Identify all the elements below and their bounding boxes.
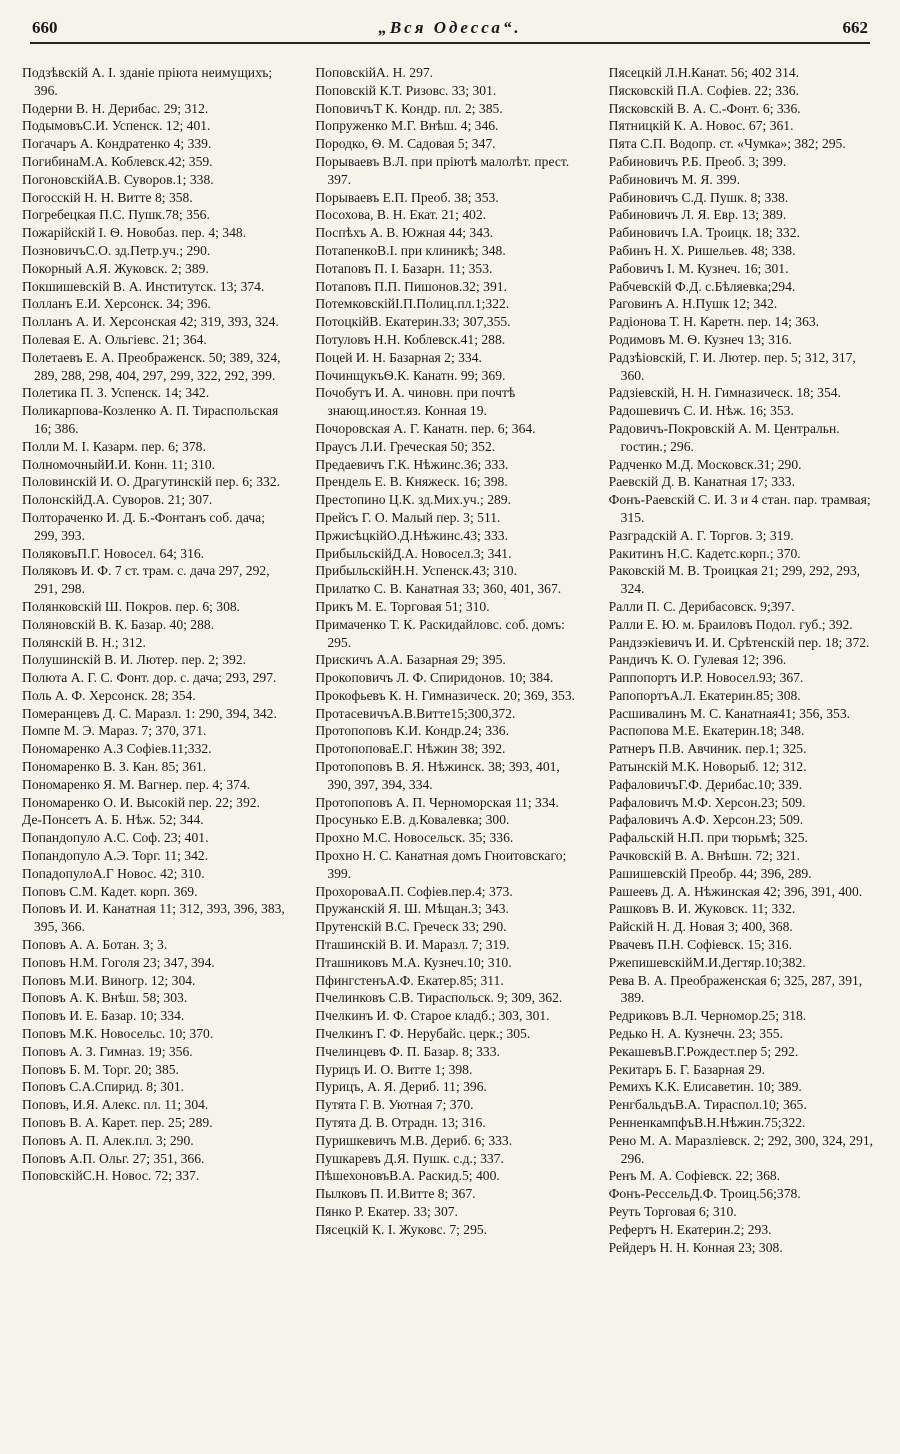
directory-entry: Пономаренко А.З Софіев.11;332. (22, 741, 212, 757)
directory-entry: Пянко Р. Екатер. 33; 307. (315, 1204, 458, 1219)
directory-entry: ПоповскійС.Н. Новос. 72; 337. (22, 1168, 200, 1184)
directory-entry: Ренъ М. А. Софіевск. 22; 368. (608, 1168, 781, 1184)
directory-entry: Потаповъ П. І. Базарн. 11; 353. (315, 260, 493, 276)
directory-entry: Прокофьевъ К. Н. Гимназическ. 20; 369, 353. (315, 687, 576, 703)
directory-entry: Пясецкій Л.Н.Канат. 56; 402 314. (608, 65, 800, 80)
directory-entry: Рафаловичъ М.Ф. Херсон.23; 509. (608, 794, 806, 810)
directory-entry: Пятницкій К. А. Новос. 67; 361. (608, 118, 794, 134)
directory-entry: Фонъ-РессельД.Ф. Троиц.56;378. (608, 1186, 801, 1202)
directory-entry: Рабиновичъ І.А. Троицк. 18; 332. (608, 225, 800, 241)
directory-entry: Полевая Е. А. Ольгіевс. 21; 364. (22, 331, 207, 347)
directory-entry: Радошевичъ С. И. Нѣж. 16; 353. (608, 403, 794, 419)
directory-entry: Радзѣіовскій, Г. И. Лютер. пер. 5; 312, 317, 360. (608, 349, 856, 383)
directory-entry: ПоповскійА. Н. 297. (315, 65, 434, 80)
directory-entry: Поповъ А. П. Алек.пл. 3; 290. (22, 1132, 194, 1148)
directory-entry: Рейдеръ Н. Н. Конная 23; 308. (608, 1239, 783, 1255)
directory-entry: Ракитинъ Н.С. Кадетс.корп.; 370. (608, 545, 801, 561)
directory-entry: Рабчевскій Ф.Д. с.Бѣляевка;294. (608, 278, 796, 294)
directory-entry: Предаевичъ Г.К. Нѣжинс.36; 333. (315, 456, 509, 472)
directory-entry: Рандичъ К. О. Гулевая 12; 396. (608, 652, 787, 668)
directory-entry: ПогоновскійА.В. Суворов.1; 338. (22, 171, 214, 187)
directory-entry: Рабиновичъ Л. Я. Евр. 13; 389. (608, 207, 787, 223)
directory-entry: Родимовъ М. Ѳ. Кузнеч 13; 316. (608, 331, 792, 347)
directory-entry: Путята Д. В. Отрадн. 13; 316. (315, 1115, 486, 1131)
entry-list-2 (315, 64, 584, 1239)
directory-entry: Попруженко М.Г. Внѣш. 4; 346. (315, 118, 499, 134)
directory-entry: Радовичъ-Покровскій А. М. Центральн. гостин.; 296. (608, 420, 840, 454)
directory-entry: Поповъ М.И. Виногр. 12; 304. (22, 972, 196, 988)
directory-entry: Ратнеръ П.В. Авчиник. пер.1; 325. (608, 741, 807, 757)
directory-entry: Погосскій Н. Н. Витте 8; 358. (22, 189, 193, 205)
directory-entry: Пясецкій К. І. Жуковс. 7; 295. (315, 1221, 488, 1237)
directory-entry: Покорный А.Я. Жуковск. 2; 389. (22, 260, 209, 276)
directory-entry: Прендель Е. В. Княжеск. 16; 398. (315, 474, 508, 490)
directory-entry: Полушинскій В. И. Лютер. пер. 2; 392. (22, 652, 247, 668)
directory-columns (22, 64, 878, 1414)
directory-entry: ПротопоповаЕ.Г. Нѣжин 38; 392. (315, 741, 506, 757)
page-header (30, 14, 870, 44)
directory-entry: Раппопортъ И.Р. Новосел.93; 367. (608, 670, 804, 686)
directory-entry: РенненкампфъВ.Н.Нѣжин.75;322. (608, 1115, 806, 1131)
directory-entry: Посохова, В. Н. Екат. 21; 402. (315, 207, 487, 223)
directory-entry: ПрибыльскійН.Н. Успенск.43; 310. (315, 563, 517, 579)
directory-entry: Поповъ И. И. Канатная 11; 312, 393, 396, 383, 395, 366. (22, 901, 285, 935)
directory-entry: ПржисѣцкійО.Д.Нѣжинс.43; 333. (315, 527, 508, 543)
directory-entry: Половинскій И. О. Драгутинскій пер. 6; 332. (22, 474, 281, 490)
directory-entry: Раевскій Д. В. Канатная 17; 333. (608, 474, 795, 490)
directory-entry: Помпе М. Э. Мараз. 7; 370, 371. (22, 723, 207, 739)
directory-entry: Ремихъ К.К. Елисаветин. 10; 389. (608, 1079, 802, 1095)
directory-entry: Поповъ Н.М. Гоголя 23; 347, 394. (22, 954, 215, 970)
directory-entry: ПрохороваА.П. Софіев.пер.4; 373. (315, 883, 513, 899)
directory-entry: Пылковъ П. И.Витте 8; 367. (315, 1186, 476, 1202)
directory-entry: Рабиновичъ С.Д. Пушк. 8; 338. (608, 189, 789, 205)
directory-entry: ПѣшехоновъВ.А. Раскид.5; 400. (315, 1168, 500, 1184)
directory-entry: Почоровская А. Г. Канатн. пер. 6; 364. (315, 420, 536, 436)
directory-entry: РекашевъВ.Г.Рождест.пер 5; 292. (608, 1043, 799, 1059)
directory-entry: Порываевъ Е.П. Преоб. 38; 353. (315, 189, 499, 205)
directory-entry: Разградскій А. Г. Торгов. 3; 319. (608, 527, 794, 543)
directory-entry: Пурицъ, А. Я. Дериб. 11; 396. (315, 1079, 487, 1095)
directory-entry: Пчелкинъ И. Ф. Старое кладб.; 303, 301. (315, 1008, 550, 1024)
right-page-number: 662 (842, 18, 868, 37)
directory-entry: ПодымовъС.И. Успенск. 12; 401. (22, 118, 211, 134)
directory-entry: Рандзэкіевичъ И. И. Срѣтенскій пер. 18; 372. (608, 634, 870, 650)
directory-entry: Потуловъ Н.Н. Коблевск.41; 288. (315, 331, 506, 347)
directory-entry: Престопино Ц.К. зд.Мих.уч.; 289. (315, 492, 511, 508)
directory-entry: ПротасевичъА.В.Витте15;300,372. (315, 705, 516, 721)
directory-entry: Пташниковъ М.А. Кузнеч.10; 310. (315, 954, 512, 970)
directory-entry: Прокоповичъ Л. Ф. Спиридонов. 10; 384. (315, 670, 554, 686)
directory-entry: Пушкаревъ Д.Я. Пушк. с.д.; 337. (315, 1150, 504, 1166)
directory-entry: Пономаренко О. И. Высокій пер. 22; 392. (22, 794, 260, 810)
directory-entry: ПогибинаМ.А. Коблевск.42; 359. (22, 153, 213, 169)
directory-entry: ПолномочныйИ.И. Конн. 11; 310. (22, 456, 216, 472)
directory-entry: ПрибыльскійД.А. Новосел.3; 341. (315, 545, 512, 561)
directory-entry: Полли М. І. Казарм. пер. 6; 378. (22, 438, 206, 454)
directory-entry: Поповъ А. А. Ботан. 3; 3. (22, 937, 168, 953)
directory-entry: Рашишевскій Преобр. 44; 396, 289. (608, 865, 812, 881)
directory-entry: Реуть Торговая 6; 310. (608, 1204, 737, 1219)
directory-entry: Радченко М.Д. Московск.31; 290. (608, 456, 802, 472)
directory-entry: Рефертъ Н. Екатерин.2; 293. (608, 1221, 772, 1237)
left-page-number: 660 (32, 18, 58, 37)
directory-entry: Пчелинковъ С.В. Тираспольск. 9; 309, 362. (315, 990, 563, 1006)
directory-entry: Порываевъ В.Л. при пріютѣ малолѣт. прест. 397. (315, 153, 570, 187)
directory-entry: Ралли П. С. Дерибасовск. 9;397. (608, 598, 795, 614)
directory-entry: Поповъ М.К. Новосельс. 10; 370. (22, 1026, 214, 1042)
directory-entry: ПфингстенъА.Ф. Екатер.85; 311. (315, 972, 504, 988)
directory-entry: Поповъ С.М. Кадет. корп. 369. (22, 883, 198, 899)
directory-entry: Полланъ А. И. Херсонская 42; 319, 393, 324. (22, 314, 279, 330)
directory-entry: Рафальскій Н.П. при тюрьмѣ; 325. (608, 830, 808, 846)
directory-entry: Прикъ М. Е. Торговая 51; 310. (315, 598, 490, 614)
directory-entry: Пурицъ И. О. Витте 1; 398. (315, 1061, 473, 1077)
directory-entry: Примаченко Т. К. Раскидайловс. соб. домъ: 295. (315, 616, 565, 650)
directory-entry: РжепишевскійМ.И.Дегтяр.10;382. (608, 954, 806, 970)
directory-entry: Померанцевъ Д. С. Маразл. 1: 290, 394, 342. (22, 705, 277, 721)
directory-entry: Райскій Н. Д. Новая 3; 400, 368. (608, 919, 793, 935)
directory-entry: Редриковъ В.Л. Черномор.25; 318. (608, 1008, 807, 1024)
directory-entry: Полянскій В. Н.; 312. (22, 634, 146, 650)
directory-entry: Рабиновичъ Р.Б. Преоб. 3; 399. (608, 153, 787, 169)
directory-entry: Пташинскій В. И. Маразл. 7; 319. (315, 937, 510, 953)
directory-entry: Погачаръ А. Кондратенко 4; 339. (22, 136, 212, 152)
directory-entry: Ратынскій М.К. Новорыб. 12; 312. (608, 759, 807, 775)
directory-entry: РапопортъА.Л. Екатерин.85; 308. (608, 687, 801, 703)
directory-entry: Полюта А. Г. С. Фонт. дор. с. дача; 293, 297. (22, 670, 277, 686)
directory-entry: Прохно М.С. Новосельск. 35; 336. (315, 830, 514, 846)
directory-entry: Поцей И. Н. Базарная 2; 334. (315, 349, 482, 365)
directory-entry: ПотоцкійВ. Екатерин.33; 307,355. (315, 314, 511, 330)
directory-entry: Просунько Е.В. д.Ковалевка; 300. (315, 812, 510, 828)
directory-entry: Поспѣхъ А. В. Южная 44; 343. (315, 225, 494, 241)
directory-entry: Подерни В. Н. Дерибас. 29; 312. (22, 100, 209, 116)
directory-entry: Рева В. А. Преображенская 6; 325, 287, 391, 389. (608, 972, 863, 1006)
directory-entry: Прейсъ Г. О. Малый пер. 3; 511. (315, 509, 501, 525)
directory-entry: Путята Г. В. Уютная 7; 370. (315, 1097, 474, 1113)
entry-list-1 (22, 64, 291, 1185)
directory-entry: Де-Понсетъ А. Б. Нѣж. 52; 344. (22, 812, 204, 828)
directory-entry: Поповъ В. А. Карет. пер. 25; 289. (22, 1115, 213, 1131)
directory-entry: Радзіевскій, Н. Н. Гимназическ. 18; 354. (608, 385, 841, 401)
column-2 (315, 64, 584, 1414)
directory-entry: Полетаевъ Е. А. Преображенск. 50; 389, 324, 289, 288, 298, 404, 297, 299, 322, 292, 399. (22, 349, 281, 383)
directory-entry: Рашковъ В. И. Жуковск. 11; 332. (608, 901, 796, 917)
directory-entry: Поповскій К.Т. Ризовс. 33; 301. (315, 82, 497, 98)
directory-entry: Поповъ А. К. Внѣш. 58; 303. (22, 990, 188, 1006)
directory-entry: Поляковъ И. Ф. 7 ст. трам. с. дача 297, 292, 291, 298. (22, 563, 270, 597)
directory-entry: РенгбальдъВ.А. Тираспол.10; 365. (608, 1097, 807, 1113)
directory-entry: Поповъ А.П. Ольг. 27; 351, 366. (22, 1150, 205, 1166)
directory-entry: Расшивалинъ М. С. Канатная41; 356, 353. (608, 705, 851, 721)
directory-entry: Пясковскій В. А. С.-Фонт. 6; 336. (608, 100, 801, 116)
directory-entry: Поповъ А. З. Гимназ. 19; 356. (22, 1043, 193, 1059)
directory-entry: Поповъ, И.Я. Алекс. пл. 11; 304. (22, 1097, 209, 1113)
directory-entry: РафаловичъГ.Ф. Дерибас.10; 339. (608, 776, 803, 792)
directory-entry: Рабиновичъ М. Я. 399. (608, 171, 741, 187)
directory-entry: ПопадопулоА.Г Новос. 42; 310. (22, 865, 205, 881)
directory-entry: Прутенскій В.С. Греческ 33; 290. (315, 919, 507, 935)
directory-entry: Пчелкинъ Г. Ф. Нерубайс. церк.; 305. (315, 1026, 531, 1042)
directory-entry: ПочинщукъѲ.К. Канатн. 99; 369. (315, 367, 506, 383)
directory-entry: Радіонова Т. Н. Каретн. пер. 14; 363. (608, 314, 820, 330)
directory-entry: Полянковскій Ш. Покров. пер. 6; 308. (22, 598, 241, 614)
directory-entry: Фонъ-Раевскій С. И. 3 и 4 стан. пар. трамвая; 315. (608, 492, 871, 525)
directory-entry: Раговинъ А. Н.Пушк 12; 342. (608, 296, 778, 312)
directory-entry: Поповъ Б. М. Торг. 20; 385. (22, 1061, 179, 1077)
entry-list-3 (609, 64, 878, 1256)
directory-entry: Подзѣвскій А. І. зданіе пріюта неимущихъ; 396. (22, 65, 273, 98)
directory-entry: Рашеевъ Д. А. Нѣжинская 42; 396, 391, 400. (608, 883, 863, 899)
directory-entry: Пуришкевичъ М.В. Дериб. 6; 333. (315, 1132, 513, 1148)
directory-entry: Пожарійскій І. Ѳ. Новобаз. пер. 4; 348. (22, 225, 247, 241)
column-3 (609, 64, 878, 1414)
directory-entry: Прискичъ А.А. Базарная 29; 395. (315, 652, 506, 668)
directory-entry: ПозновичъС.О. зд.Петр.уч.; 290. (22, 242, 211, 258)
directory-entry: Полланъ Е.И. Херсонск. 34; 396. (22, 296, 211, 312)
directory-entry: Рачковскій В. А. Внѣшн. 72; 321. (608, 848, 800, 864)
directory-entry: Праусъ Л.И. Греческая 50; 352. (315, 438, 496, 454)
directory-entry: Рено М. А. Маразліевск. 2; 292, 300, 324, 291, 296. (608, 1132, 874, 1166)
directory-entry: ПолонскійД.А. Суворов. 21; 307. (22, 492, 213, 508)
directory-entry: Протопоповъ К.И. Кондр.24; 336. (315, 723, 509, 739)
directory-entry: Поликарпова-Козленко А. П. Тираспольская 16; 386. (22, 403, 279, 436)
directory-entry: ПоляковъП.Г. Новосел. 64; 316. (22, 545, 205, 561)
directory-entry: Распопова М.Е. Екатерин.18; 348. (608, 723, 805, 739)
directory-entry: Протопоповъ А. П. Черноморская 11; 334. (315, 794, 559, 810)
directory-entry: Пчелинцевъ Ф. П. Базар. 8; 333. (315, 1043, 500, 1059)
directory-entry: Поляновскій В. К. Базар. 40; 288. (22, 616, 215, 632)
directory-entry: Пружанскій Я. Ш. Мѣщан.3; 343. (315, 901, 509, 917)
directory-entry: Поповъ С.А.Спирид. 8; 301. (22, 1079, 185, 1095)
directory-entry: Прилатко С. В. Канатная 33; 360, 401, 367. (315, 581, 562, 597)
directory-entry: Покшишевскій В. А. Институтск. 13; 374. (22, 278, 265, 294)
directory-entry: Пономаренко В. З. Кан. 85; 361. (22, 759, 207, 775)
directory-entry: Пономаренко Я. М. Вагнер. пер. 4; 374. (22, 776, 251, 792)
directory-entry: Пясковскій П.А. Софіев. 22; 336. (608, 82, 799, 98)
directory-entry: Полтораченко И. Д. Б.-Фонтанъ соб. дача; 299, 393. (22, 509, 265, 543)
directory-entry: Породко, Ѳ. М. Садовая 5; 347. (315, 136, 496, 152)
directory-entry: Погребецкая П.С. Пушк.78; 356. (22, 207, 210, 223)
directory-entry: Рвачевъ П.Н. Софіевск. 15; 316. (608, 937, 792, 953)
directory-entry: Ралли Е. Ю. м. Браиловъ Подол. губ.; 392. (608, 616, 853, 632)
directory-entry: Рекитаръ Б. Г. Базарная 29. (608, 1061, 766, 1077)
directory-entry: Протопоповъ В. Я. Нѣжинск. 38; 393, 401, 390, 397, 394, 334. (315, 759, 560, 792)
directory-entry: Раковскій М. В. Троицкая 21; 299, 292, 293, 324. (608, 563, 861, 597)
directory-entry: ПотемковскійІ.П.Полиц.пл.1;322. (315, 296, 510, 312)
directory-entry: Рабовичъ І. М. Кузнеч. 16; 301. (608, 260, 789, 276)
directory-entry: Поповъ И. Е. Базар. 10; 334. (22, 1008, 185, 1024)
directory-entry: Рафаловичъ А.Ф. Херсон.23; 509. (608, 812, 804, 828)
directory-entry: Почобутъ И. А. чиновн. при почтѣ знающ.иност.яз. Конная 19. (315, 385, 516, 419)
directory-entry: Редько Н. А. Кузнечн. 23; 355. (608, 1026, 783, 1042)
directory-entry: Попандопуло А.Э. Торг. 11; 342. (22, 848, 209, 864)
directory-entry: Поль А. Ф. Херсонск. 28; 354. (22, 687, 196, 703)
directory-entry: Рабинъ Н. Х. Ришельев. 48; 338. (608, 242, 796, 258)
directory-entry: Потаповъ П.П. Пишонов.32; 391. (315, 278, 507, 294)
directory-entry: Попандопуло А.С. Соф. 23; 401. (22, 830, 209, 846)
directory-entry: Прохно Н. С. Канатная домъ Гноитовскаго; 399. (315, 848, 567, 881)
directory-entry: ПотапенкоВ.І. при клиникѣ; 348. (315, 242, 506, 258)
directory-entry: ПоповичъТ К. Кондр. пл. 2; 385. (315, 100, 503, 116)
directory-entry: Полетика П. З. Успенск. 14; 342. (22, 385, 210, 401)
directory-entry: Пята С.П. Водопр. ст. «Чумка»; 382; 295. (608, 136, 846, 152)
book-title: „Вся Одесса“. (378, 18, 522, 37)
column-1 (22, 64, 291, 1414)
